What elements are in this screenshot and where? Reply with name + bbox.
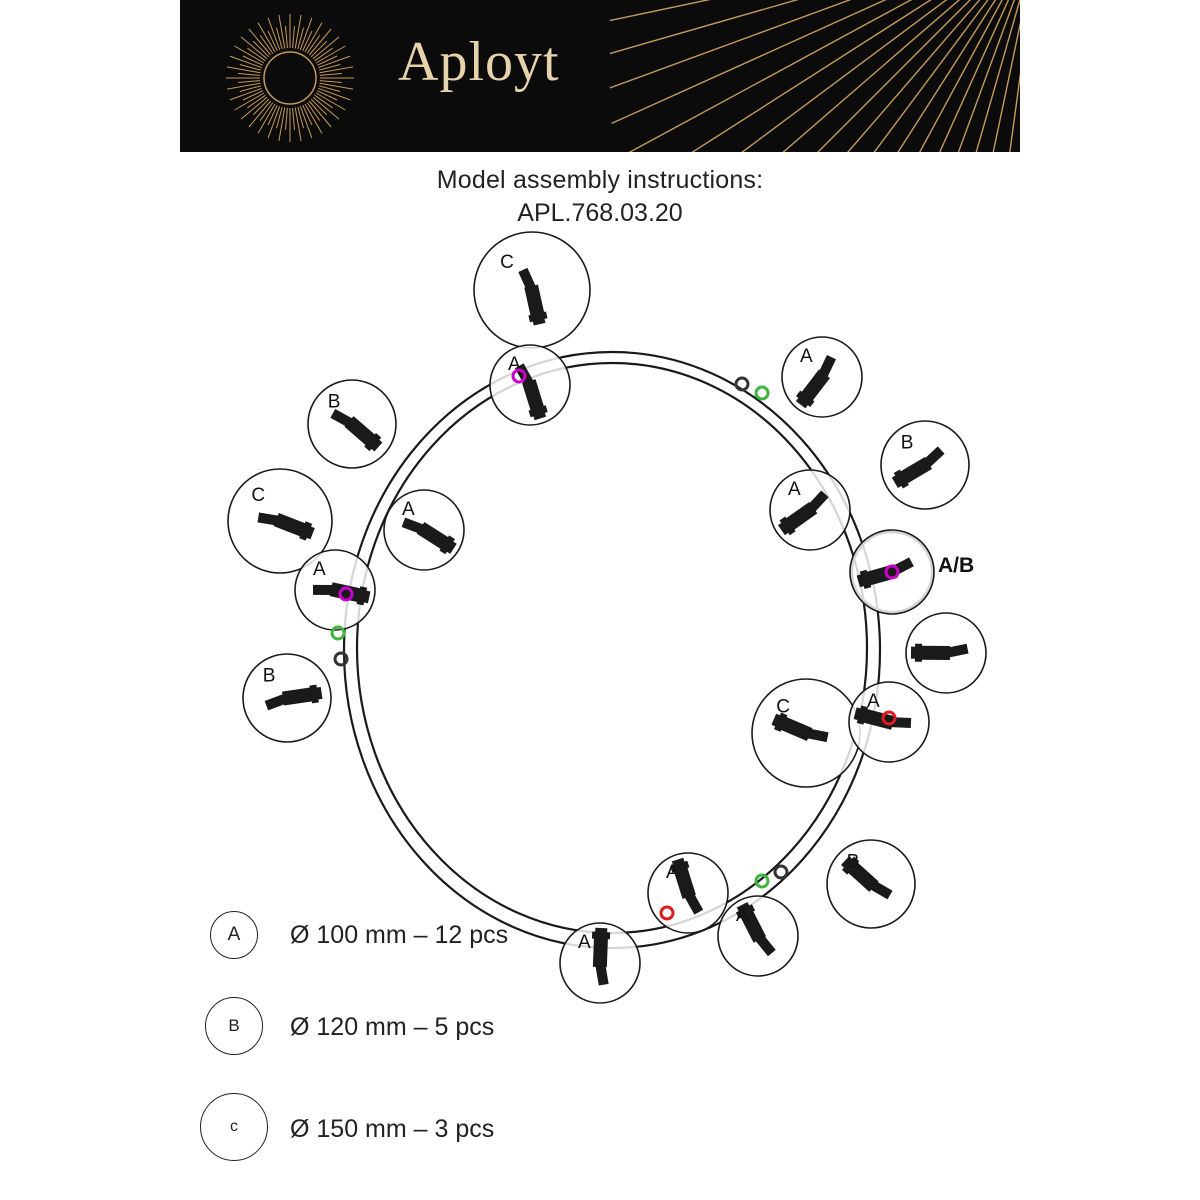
- globe-label: A: [313, 558, 326, 580]
- globe-label: A: [788, 478, 801, 500]
- globe-label: A: [508, 353, 521, 375]
- globe-b-6: [243, 654, 331, 742]
- globe-a-1: [490, 345, 570, 425]
- globe-plain-13: [906, 613, 986, 693]
- legend-key-c: c: [200, 1093, 268, 1161]
- brand-name: Aployt: [398, 31, 560, 93]
- legend: [200, 905, 800, 1163]
- globe-a-17: [782, 337, 862, 417]
- connection-marker-3: [756, 387, 768, 399]
- globe-c-0: [474, 232, 590, 348]
- legend-row: [200, 997, 800, 1067]
- globe-b-2: [308, 380, 396, 468]
- legend-key-b: B: [205, 997, 263, 1055]
- globe-label: A: [800, 345, 813, 367]
- globe-label: B: [262, 665, 276, 687]
- globe-label: B: [846, 851, 860, 873]
- legend-row: [200, 1093, 800, 1163]
- globe-a-16: [770, 470, 850, 550]
- globe-label: A: [736, 904, 749, 926]
- legend-row: [200, 905, 800, 975]
- globe-label: C: [500, 251, 514, 273]
- page-title: Model assembly instructions:: [436, 166, 764, 194]
- globe-c-11: [752, 679, 860, 787]
- legend-key-a: A: [210, 911, 258, 959]
- globe-label: B: [327, 391, 341, 413]
- ring-label-ab: A/B: [938, 554, 975, 577]
- globe-a-b-14: [850, 530, 934, 614]
- globe-label: C: [776, 696, 791, 718]
- globe-a-5: [295, 550, 375, 630]
- globe-a-4: [384, 490, 464, 570]
- legend-text-c: Ø 150 mm – 3 pcs: [290, 1115, 495, 1143]
- connection-marker-10: [775, 866, 787, 878]
- globe-layer: [228, 232, 986, 1003]
- legend-text-b: Ø 120 mm – 5 pcs: [290, 1013, 495, 1041]
- globe-b-10: [827, 840, 915, 928]
- globe-a-12: [849, 682, 929, 762]
- globe-label: A: [578, 931, 591, 953]
- legend-text-a: Ø 100 mm – 12 pcs: [290, 921, 509, 949]
- globe-label: A: [867, 690, 880, 712]
- globe-label: A: [402, 498, 415, 520]
- model-code: APL.768.03.20: [517, 199, 683, 227]
- globe-label: A: [666, 861, 679, 883]
- main-ring: [344, 352, 880, 948]
- globe-label: B: [900, 432, 914, 454]
- globe-b-15: [881, 421, 969, 509]
- globe-label: C: [251, 485, 266, 507]
